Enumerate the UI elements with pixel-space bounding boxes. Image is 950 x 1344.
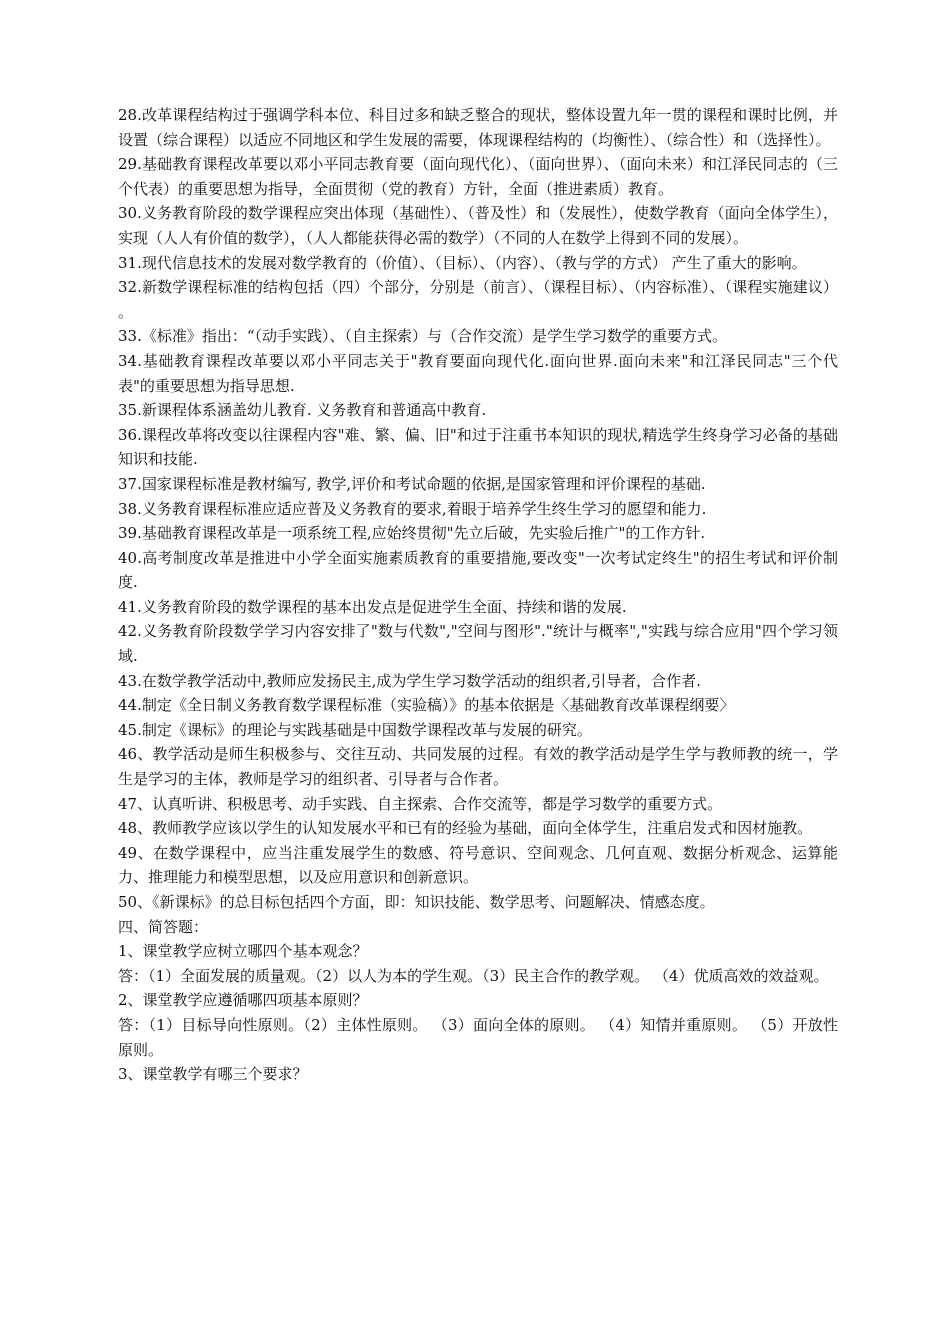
paragraph-42: 42.义务教育阶段数学学习内容安排了"数与代数","空间与图形"."统计与概率","实践与综合应用"四个学习领域.	[118, 622, 838, 666]
paragraph-43: 43.在数学教学活动中,教师应发扬民主,成为学生学习数学活动的组织者,引导者，合作者.	[118, 671, 701, 690]
answer-2: 答：（1）目标导向性原则。（2）主体性原则。 （3）面向全体的原则。 （4）知情并重原则。 （5）开放性原则。	[118, 1015, 838, 1059]
paragraph-31: 31.现代信息技术的发展对数学教育的（价值）、（目标）、（内容）、（教与学的方式） 产生了重大的影响。	[118, 253, 807, 272]
question-2: 2、课堂教学应遵循哪四项基本原则？	[118, 991, 368, 1010]
paragraph-39: 39.基础教育课程改革是一项系统工程,应始终贯彻"先立后破，先实验后推广"的工作方针.	[118, 524, 706, 543]
paragraph-32: 32.新数学课程标准的结构包括（四）个部分，分别是（前言）、（课程目标）、（内容标准）、（课程实施建议） 。	[118, 278, 838, 321]
paragraph-49: 49、在数学课程中，应当注重发展学生的数感、符号意识、空间观念、几何直观、数据分析观念、运算能力、推理能力和模型思想，以及应用意识和创新意识。	[118, 843, 838, 887]
paragraph-48: 48、教师教学应该以学生的认知发展水平和已有的经验为基础，面向全体学生，注重启发式和因材施教。	[118, 819, 813, 838]
paragraph-40: 40.高考制度改革是推进中小学全面实施素质教育的重要措施,要改变"一次考试定终生"的招生考试和评价制度.	[118, 548, 838, 592]
paragraph-30: 30.义务教育阶段的数学课程应突出体现（基础性）、（普及性）和（发展性），使数学教育（面向全体学生），实现（人人有价值的数学），（人人都能获得必需的数学）（不同的人在数学上得到不同的发展）。	[118, 204, 838, 247]
paragraph-35: 35.新课程体系涵盖幼儿教育. 义务教育和普通高中教育.	[118, 401, 487, 420]
paragraph-41: 41.义务教育阶段的数学课程的基本出发点是促进学生全面、持续和谐的发展.	[118, 597, 627, 616]
paragraph-29: 29.基础教育课程改革要以邓小平同志教育要（面向现代化）、（面向世界）、（面向未来）和江泽民同志的（三个代表）的重要思想为指导，全面贯彻（党的教育）方针，全面（推进素质）教育。	[118, 155, 838, 198]
paragraph-50: 50、《新课标》的总目标包括四个方面，即：知识技能、数学思考、问题解决、情感态度。	[118, 893, 715, 911]
paragraph-44: 44.制定《全日制义务教育数学课程标准（实验稿）》的基本依据是〈基础教育改革课程纲要〉	[118, 696, 735, 715]
question-1: 1、课堂教学应树立哪四个基本观念？	[118, 942, 368, 961]
document-body	[118, 103, 838, 1087]
paragraph-46: 46、教学活动是师生积极参与、交往互动、共同发展的过程。有效的教学活动是学生学与教师教的统一，学生是学习的主体，教师是学习的组织者、引导者与合作者。	[118, 745, 838, 789]
paragraph-34: 34.基础教育课程改革要以邓小平同志关于"教育要面向现代化.面向世界.面向未来"和江泽民同志"三个代表"的重要思想为指导思想.	[118, 351, 838, 395]
paragraph-33: 33.《标准》指出：“（动手实践）、（自主探索）与（合作交流）是学生学习数学的重要方式。	[118, 327, 728, 346]
paragraph-47: 47、认真听讲、积极思考、动手实践、自主探索、合作交流等，都是学习数学的重要方式。	[118, 794, 723, 813]
question-3: 3、课堂教学有哪三个要求？	[118, 1065, 308, 1084]
answer-1: 答：（1）全面发展的质量观。（2）以人为本的学生观。（3）民主合作的教学观。 （4）优质高效的效益观。	[118, 966, 829, 985]
section-heading: 四、简答题：	[118, 917, 209, 936]
paragraph-37: 37.国家课程标准是教材编写, 教学,评价和考试命题的依据,是国家管理和评价课程的基础.	[118, 474, 706, 493]
paragraph-38: 38.义务教育课程标准应适应普及义务教育的要求,着眼于培养学生终生学习的愿望和能力.	[118, 499, 707, 518]
paragraph-45: 45.制定《课标》的理论与实践基础是中国数学课程改革与发展的研究。	[118, 720, 592, 739]
paragraph-36: 36.课程改革将改变以往课程内容"难、繁、偏、旧"和过于注重书本知识的现状,精选学生终身学习必备的基础知识和技能.	[118, 425, 838, 469]
paragraph-28: 28.改革课程结构过于强调学科本位、科目过多和缺乏整合的现状，整体设置九年一贯的课程和课时比例，并设置（综合课程）以适应不同地区和学生发展的需要，体现课程结构的（均衡性）、（综合性）和（选择性）。	[118, 106, 838, 149]
